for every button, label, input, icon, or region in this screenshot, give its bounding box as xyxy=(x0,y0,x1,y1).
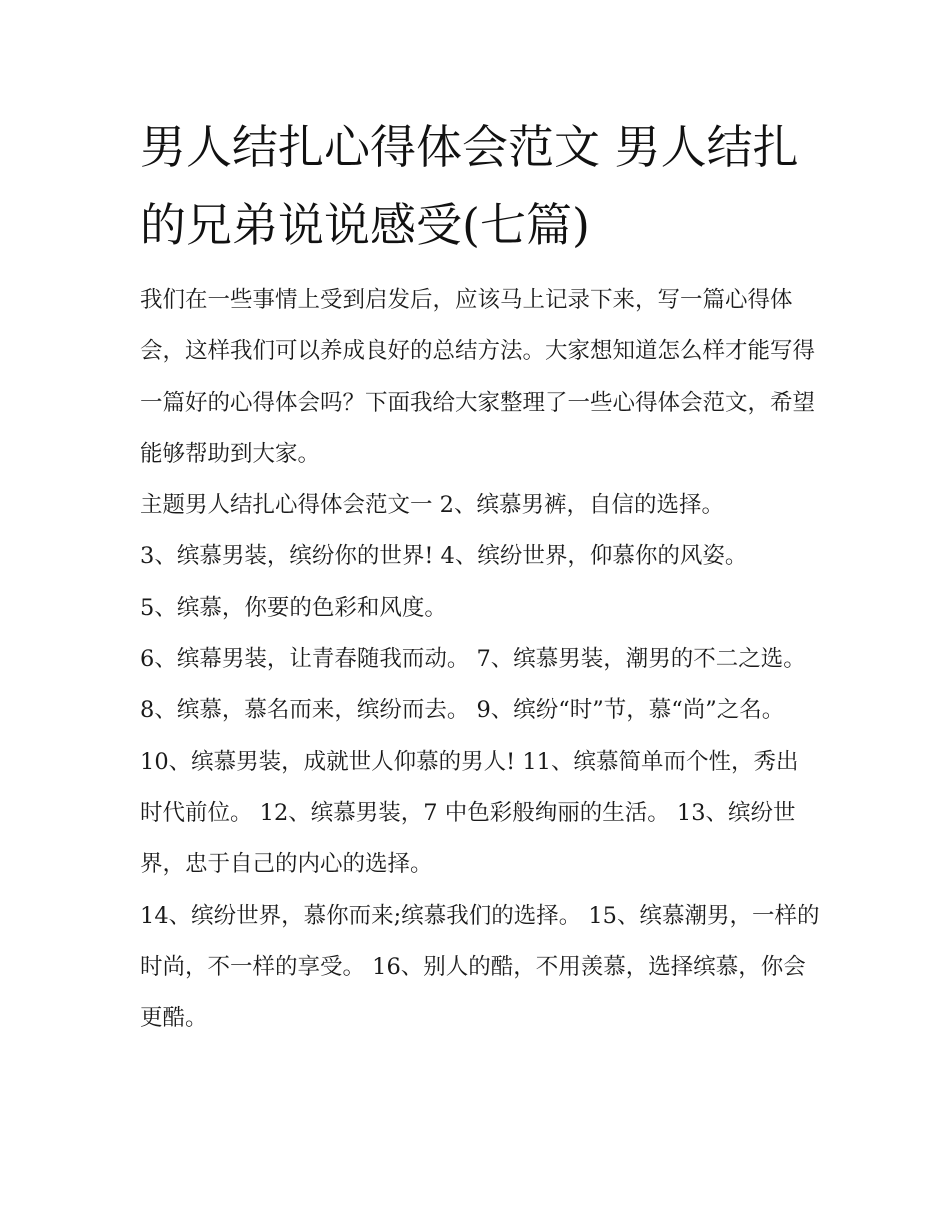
paragraph-slogan-2: 主题男人结扎心得体会范文一 2、缤慕男裤，自信的选择。 xyxy=(140,492,724,519)
paragraph-slogan-6-9: 6、缤幕男装，让青春随我而动。 7、缤慕男装，潮男的不二之选。 8、缤慕，慕名而来，缤纷而去。 9、缤纷“时”节，慕“尚”之名。 xyxy=(140,646,806,724)
paragraph-slogan-5: 5、缤慕，你要的色彩和风度。 xyxy=(140,594,447,621)
paragraph-intro: 我们在一些事情上受到启发后，应该马上记录下来，写一篇心得体会，这样我们可以养成良好的总结方法。大家想知道怎么样才能写得一篇好的心得体会吗？下面我给大家整理了一些心得体会范文，希望能够帮助到大家。 xyxy=(140,287,816,467)
paragraph-slogan-10-13: 10、缤慕男装，成就世人仰慕的男人! 11、缤慕简单而个性，秀出时代前位。 12、缤慕男装，7 中色彩般绚丽的生活。 13、缤纷世界，忠于自己的内心的选择。 xyxy=(140,748,799,878)
document-body xyxy=(140,275,820,1044)
paragraph-slogan-14-16: 14、缤纷世界，慕你而来;缤慕我们的选择。 15、缤慕潮男，一样的时尚，不一样的享受。 16、别人的酷，不用羡慕，选择缤慕，你会更酷。 xyxy=(140,902,820,1032)
paragraph-slogan-3-4: 3、缤慕男装，缤纷你的世界! 4、缤纷世界，仰慕你的风姿。 xyxy=(140,543,748,570)
document-title: 男人结扎心得体会范文 男人结扎的兄弟说说感受(七篇) xyxy=(140,120,799,252)
